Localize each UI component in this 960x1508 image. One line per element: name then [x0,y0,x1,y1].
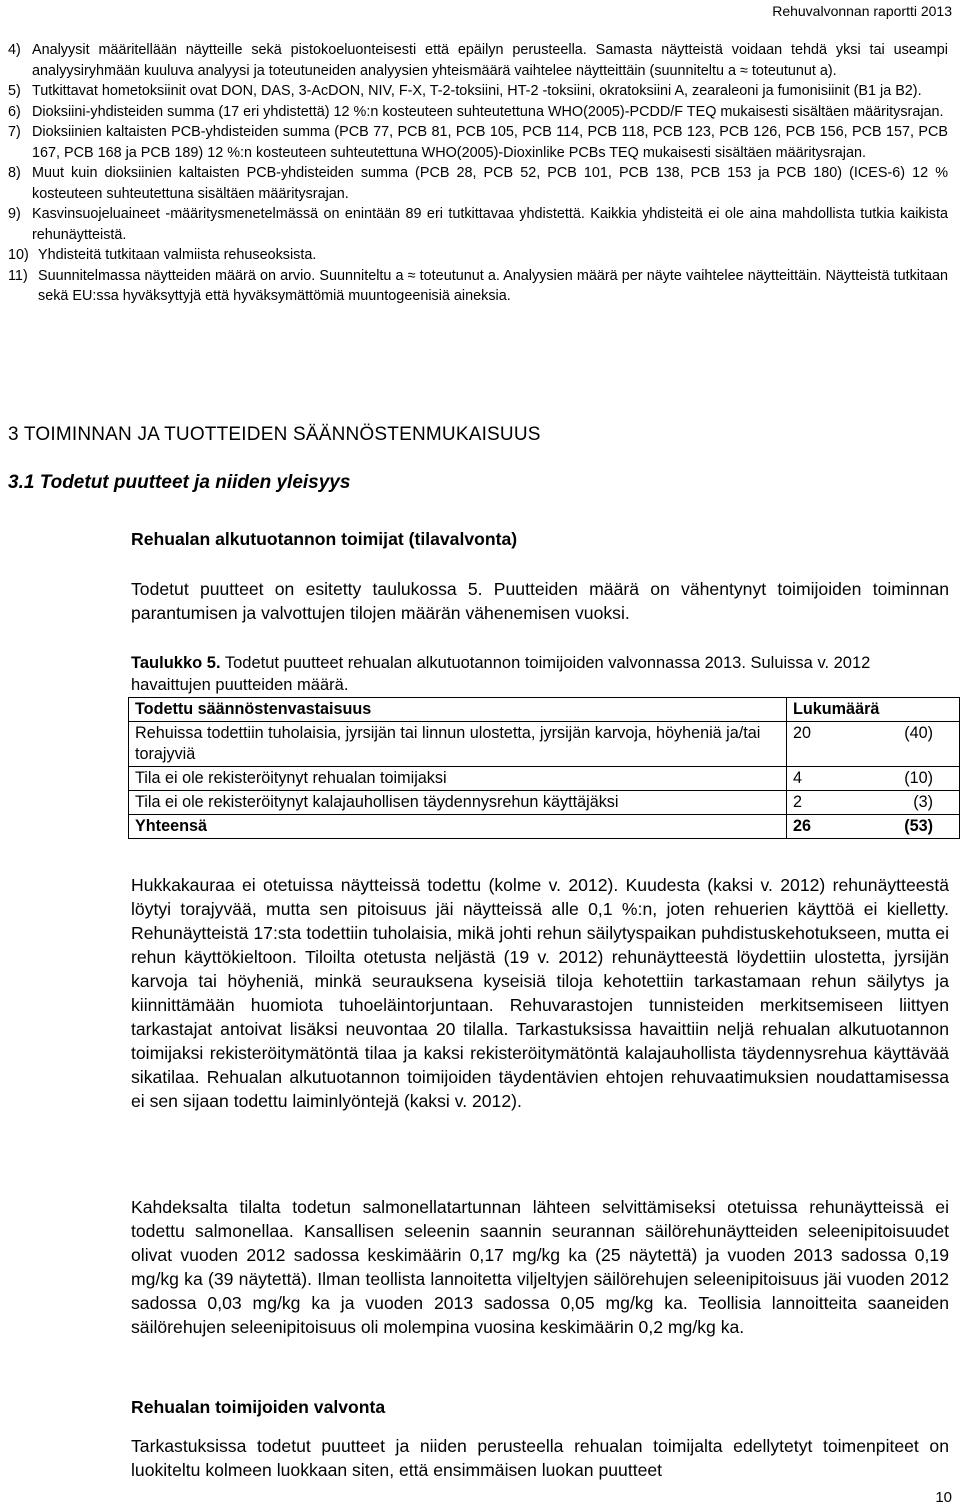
footnote [8,204,948,245]
total-label: Yhteensä [129,815,787,839]
footnote-number: 11) [8,267,28,284]
footnote-text: Yhdisteitä tutkitaan valmiista rehuseoksista. [38,247,317,263]
subheading-operators: Rehualan toimijoiden valvonta [131,1397,386,1417]
deficit-count [787,722,960,767]
count-2013: 2 [793,793,803,811]
footnotes-list [8,40,948,307]
deficit-count [787,767,960,791]
selenium-paragraph: Kahdeksalta tilalta todetun salmonellatartunnan lähteen selvittämiseksi otetuissa rehunäytteissä ei todettu salmonellaa. Kansallisen seleenin saannin seurannan säilörehunäytteiden seleenipitoisuudet olivat vuoden 2012 sadossa keskimäärin 0,17 mg/kg ka (25 näytettä) ja vuoden 2013 sadossa 0,19 mg/kg ka (39 näytettä). Ilman teollista lannoitetta viljeltyjen säilörehujen seleenipitoisuus jäi vuoden 2012 sadossa 0,03 mg/kg ka ja vuoden 2013 sadossa 0,05 mg/kg ka. Teollisia lannoitteita saaneiden säilörehujen seleenipitoisuus oli molempina vuosina keskimäärin 0,2 mg/kg ka. [131,1197,949,1337]
table-caption-text: Todetut puutteet rehualan alkutuotannon toimijoiden valvonnassa 2013. Suluissa v. 2012 havaittujen puutteiden määrä. [131,654,871,694]
total-2013: 26 [793,817,812,835]
table-row [129,791,960,815]
footnote [8,40,948,81]
running-header: Rehuvalvonnan raportti 2013 [772,3,952,19]
total-2012: (53) [904,817,933,835]
footnote-text: Suunnitelmassa näytteiden määrä on arvio. Suunniteltu a ≈ toteutunut a. Analyysien määrä per näyte vaihtelee näytteittäin. Näytteistä tutkitaan sekä EU:ssa hyväksyttyjä että hyväksymättömiä muuntogeenisiä aineksia. [38,267,948,304]
footnote-text: Analyysit määritellään näytteille sekä pistokoeluonteisesti että epäilyn perusteella. Samasta näytteistä voidaan tehdä yksi tai useampi analyysiryhmään kuuluva analyysi ja toteutuneiden analyysien yhteismäärä vaihtelee näytteittäin (suunniteltu a ≈ toteutunut a). [32,42,948,79]
footnote-text: Kasvinsuojeluaineet -määritysmenetelmässä on enintään 89 eri tutkittavaa yhdistettä. Kaikkia yhdisteitä ei ole aina mahdollista tutkia kaikista rehunäytteistä. [32,206,948,243]
footnote [8,102,948,123]
subsection-heading: 3.1 Todetut puutteet ja niiden yleisyys [8,472,351,493]
column-header-deficit: Todettu säännöstenvastaisuus [129,698,787,722]
footnote-text: Dioksiini-yhdisteiden summa (17 eri yhdistettä) 12 %:n kosteuteen suhteutettuna WHO(2005)-PCDD/F TEQ mukaisesti sisältäen määritysrajan. [32,103,944,120]
subheading-primary-production: Rehualan alkutuotannon toimijat (tilavalvonta) [131,529,518,549]
footnote [8,81,948,102]
operators-paragraph: Tarkastuksissa todetut puutteet ja niiden perusteella rehualan toimijalta edellytetyt toimenpiteet on luokiteltu kolmeen luokkaan siten, että ensimmäisen luokan puutteet [131,1436,949,1480]
footnote-text: Dioksiinien kaltaisten PCB-yhdisteiden summa (PCB 77, PCB 81, PCB 105, PCB 114, PCB 118, PCB 123, PCB 126, PCB 156, PCB 157, PCB 167, PCB 168 ja PCB 189) 12 %:n kosteuteen suhteutettuna WHO(2005)-Dioxinlike PCBs TEQ mukaisesti sisältäen määritysrajan. [32,124,948,161]
page-number: 10 [935,1489,952,1506]
deficit-description: Tila ei ole rekisteröitynyt kalajauhollisen täydennysrehun käyttäjäksi [129,791,787,815]
footnote [8,122,948,163]
deficits-table [128,697,960,839]
footnote-text: Tutkittavat hometoksiinit ovat DON, DAS, 3-AcDON, NIV, F-X, T-2-toksiini, HT-2 -toksiini, okratoksiini A, zearaleoni ja fumonisiinit (B1 ja B2). [32,83,922,99]
table-total-row [129,815,960,839]
intro-paragraph: Todetut puutteet on esitetty taulukossa 5. Puutteiden määrä on vähentynyt toimijoiden toiminnan parantumisen ja valvottujen tilojen määrän vähenemisen vuoksi. [131,579,949,623]
count-2013: 4 [793,769,803,787]
footnote-number: 4) [8,42,21,58]
section-heading: 3 TOIMINNAN JA TUOTTEIDEN SÄÄNNÖSTENMUKAISUUS [8,424,541,445]
footnote-number: 9) [8,206,21,222]
count-2012: (3) [913,793,933,811]
table-row [129,722,960,767]
table-caption-label: Taulukko 5. [131,654,221,672]
footnote [8,266,948,307]
count-2012: (40) [904,724,933,742]
deficit-count [787,791,960,815]
footnote [8,163,948,204]
column-header-count: Lukumäärä [787,698,960,722]
footnote-number: 7) [8,124,21,140]
footnote-number: 8) [8,165,21,181]
footnote-number: 10) [8,247,29,263]
footnote-number: 6) [8,103,21,120]
table-caption [131,652,949,696]
count-2013: 20 [793,724,812,742]
footnote [8,245,948,266]
table-row [129,767,960,791]
deficit-description: Rehuissa todettiin tuholaisia, jyrsijän tai linnun ulostetta, jyrsijän karvoja, höyheniä ja/tai torajyviä [129,722,787,767]
footnote-number: 5) [8,83,21,99]
count-2012: (10) [904,769,933,787]
footnote-text: Muut kuin dioksiinien kaltaisten PCB-yhdisteiden summa (PCB 28, PCB 52, PCB 101, PCB 138, PCB 153 ja PCB 180) (ICES-6) 12 % kosteuteen suhteutettuna sisältäen määritysrajan. [32,165,948,202]
findings-paragraph: Hukkakauraa ei otetuissa näytteissä todettu (kolme v. 2012). Kuudesta (kaksi v. 2012) rehunäytteestä löytyi torajyvää, mutta sen pitoisuus jäi näytteissä alle 0,1 %:n, joten rehuerien käyttöä ei kielletty. Rehunäytteistä 17:sta todettiin tuholaisia, mikä johti rehun säilytyspaikan puhdistuskehotukseen, mutta ei rehun käyttökieltoon. Tiloilta otetusta neljästä (19 v. 2012) rehunäytteestä löydettiin ulostetta, jyrsijän karvoja tai höyheniä, minkä seurauksena kyseisiä tiloja kehotettiin tarkastamaan rehun säilytys ja kiinnittämään huomiota tuhoeläintorjuntaan. Rehuvarastojen tunnisteiden merkitsemiseen liittyen tarkastajat antoivat lisäksi neuvontaa 20 tilalla. Tarkastuksissa havaittiin neljä rehualan alkutuotannon toimijaksi rekisteröitymätöntä tilaa ja kaksi rekisteröitymätöntä kalajauhollista täydennysrehua käyttävää sikatilaa. Rehualan alkutuotannon toimijoiden täydentävien ehtojen rehuvaatimuksien noudattamisessa ei sen sijaan todettu laiminlyöntejä (kaksi v. 2012). [131,875,949,1111]
deficit-description: Tila ei ole rekisteröitynyt rehualan toimijaksi [129,767,787,791]
table-header-row [129,698,960,722]
total-count [787,815,960,839]
